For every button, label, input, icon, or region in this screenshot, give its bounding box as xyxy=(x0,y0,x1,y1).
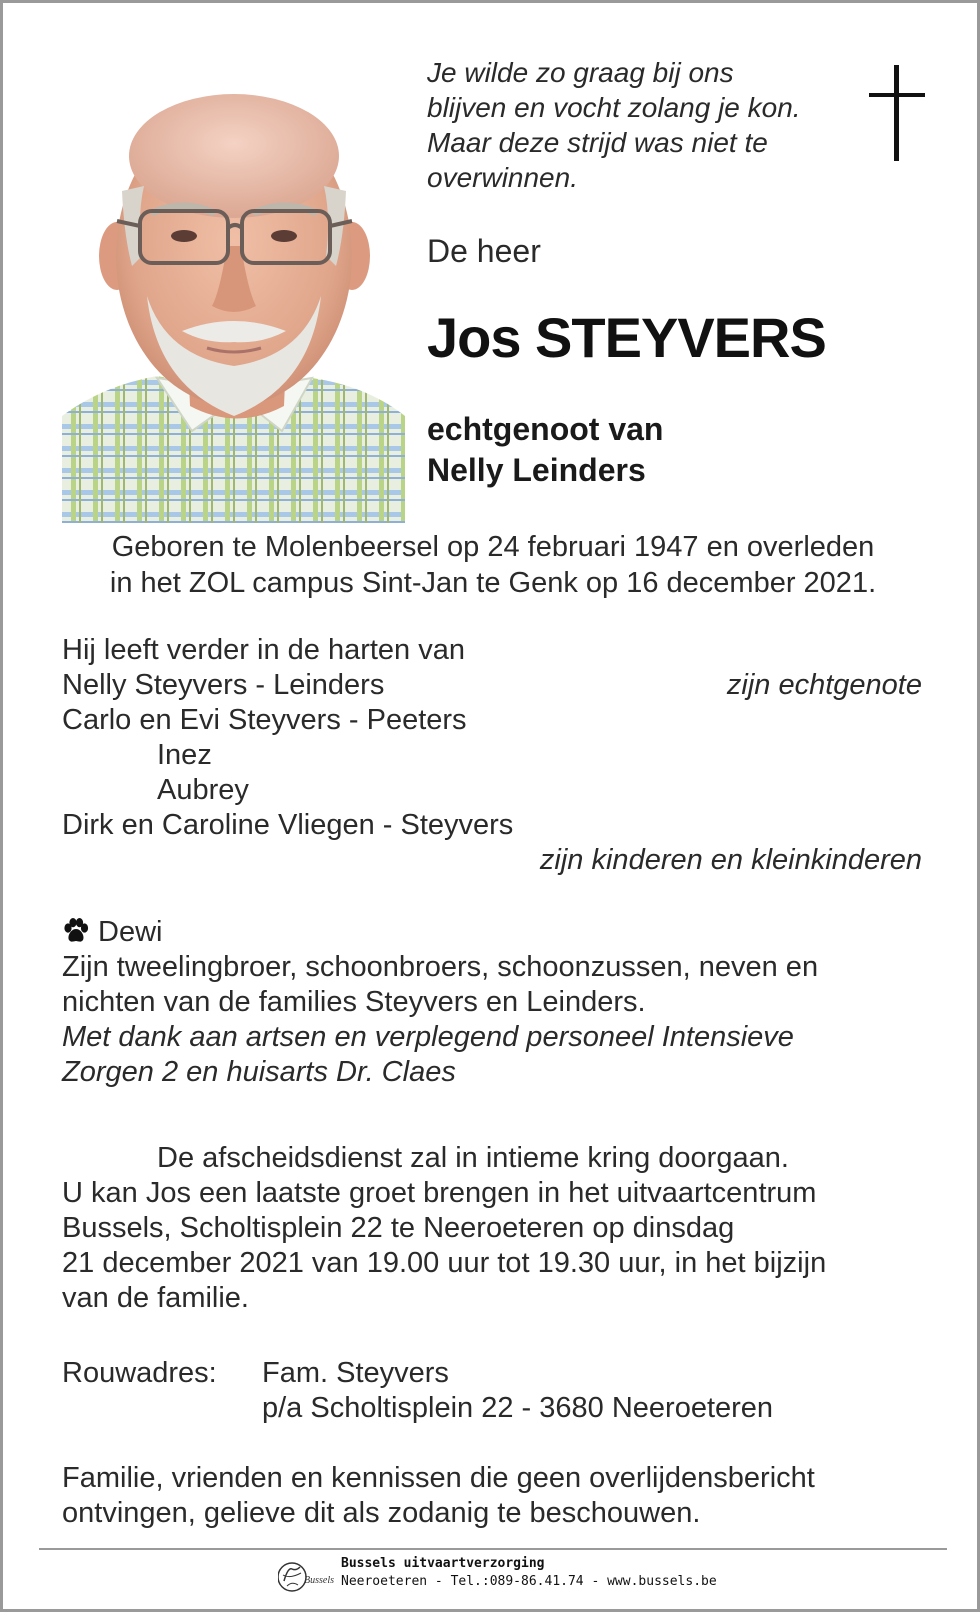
poem-line: blijven en vocht zolang je kon. xyxy=(427,92,801,123)
ceremony-line: van de familie. xyxy=(62,1282,249,1314)
survivor-name: Dirk en Caroline Vliegen - Steyvers xyxy=(62,809,514,841)
survivor-name: Carlo en Evi Steyvers - Peeters xyxy=(62,704,467,736)
survivor-row xyxy=(62,843,922,878)
notice xyxy=(62,1461,922,1531)
family-line: nichten van de families Steyvers en Leinders. xyxy=(62,986,646,1018)
address-line: p/a Scholtisplein 22 - 3680 Neeroeteren xyxy=(262,1392,774,1424)
thanks-line: Met dank aan artsen en verplegend personeel Intensieve xyxy=(62,1021,794,1053)
notice-line: Familie, vrienden en kennissen die geen overlijdensbericht xyxy=(62,1462,815,1494)
portrait-photo xyxy=(62,86,405,523)
poem-line: overwinnen. xyxy=(427,162,578,193)
survivor-role: zijn echtgenote xyxy=(726,669,922,701)
grandchild-name: Aubrey xyxy=(157,774,249,806)
notice-line: ontvingen, gelieve dit als zodanig te beschouwen. xyxy=(62,1497,701,1529)
birth-line: Geboren te Molenbeersel op 24 februari 1947 en overleden xyxy=(111,531,875,563)
extra-info xyxy=(62,915,922,1090)
ceremony-line: De afscheidsdienst zal in intieme kring doorgaan. xyxy=(157,1142,789,1174)
survivors-list xyxy=(62,633,922,878)
grandchild-name: Inez xyxy=(157,739,212,771)
bussels-logo xyxy=(278,1559,334,1595)
poem-line: Maar deze strijd was niet te xyxy=(427,127,768,158)
company-contact: Neeroeteren - Tel.:089-86.41.74 - www.bussels.be xyxy=(341,1574,717,1589)
honorific: De heer xyxy=(427,233,541,269)
logo-text: Bussels xyxy=(304,1575,334,1586)
survivor-role: zijn kinderen en kleinkinderen xyxy=(539,844,922,876)
spouse-info xyxy=(427,409,663,491)
mourning-address xyxy=(62,1356,922,1426)
address-label: Rouwadres: xyxy=(62,1357,217,1389)
survivor-row xyxy=(62,668,922,703)
ceremony-line: U kan Jos een laatste groet brengen in het uitvaartcentrum xyxy=(62,1177,817,1209)
ceremony-line: Bussels, Scholtisplein 22 te Neeroeteren op dinsdag xyxy=(62,1212,735,1244)
company-name: Bussels uitvaartverzorging xyxy=(341,1556,545,1571)
pet-name: Dewi xyxy=(98,916,163,948)
survivors-intro: Hij leeft verder in de harten van xyxy=(62,634,465,666)
deceased-name: Jos STEYVERS xyxy=(427,306,826,369)
ceremony-info xyxy=(62,1141,922,1316)
survivor-name: Nelly Steyvers - Leinders xyxy=(62,669,385,701)
pet-row xyxy=(62,915,922,950)
footer-divider xyxy=(39,1548,947,1550)
ceremony-line: 21 december 2021 van 19.00 uur tot 19.30 uur, in het bijzijn xyxy=(62,1247,827,1279)
birth-death-info xyxy=(43,529,943,601)
spouse-name: Nelly Leinders xyxy=(427,452,646,488)
paw-icon xyxy=(62,918,90,953)
cross-icon xyxy=(869,65,925,161)
thanks-line: Zorgen 2 en huisarts Dr. Claes xyxy=(62,1056,456,1088)
death-line: in het ZOL campus Sint-Jan te Genk op 16 december 2021. xyxy=(109,567,877,599)
family-line: Zijn tweelingbroer, schoonbroers, schoonzussen, neven en xyxy=(62,951,819,983)
poem-line: Je wilde zo graag bij ons xyxy=(427,57,734,88)
address-row xyxy=(62,1356,922,1391)
address-line: Fam. Steyvers xyxy=(262,1357,449,1389)
spouse-line: echtgenoot van xyxy=(427,411,664,447)
poem xyxy=(427,55,857,195)
